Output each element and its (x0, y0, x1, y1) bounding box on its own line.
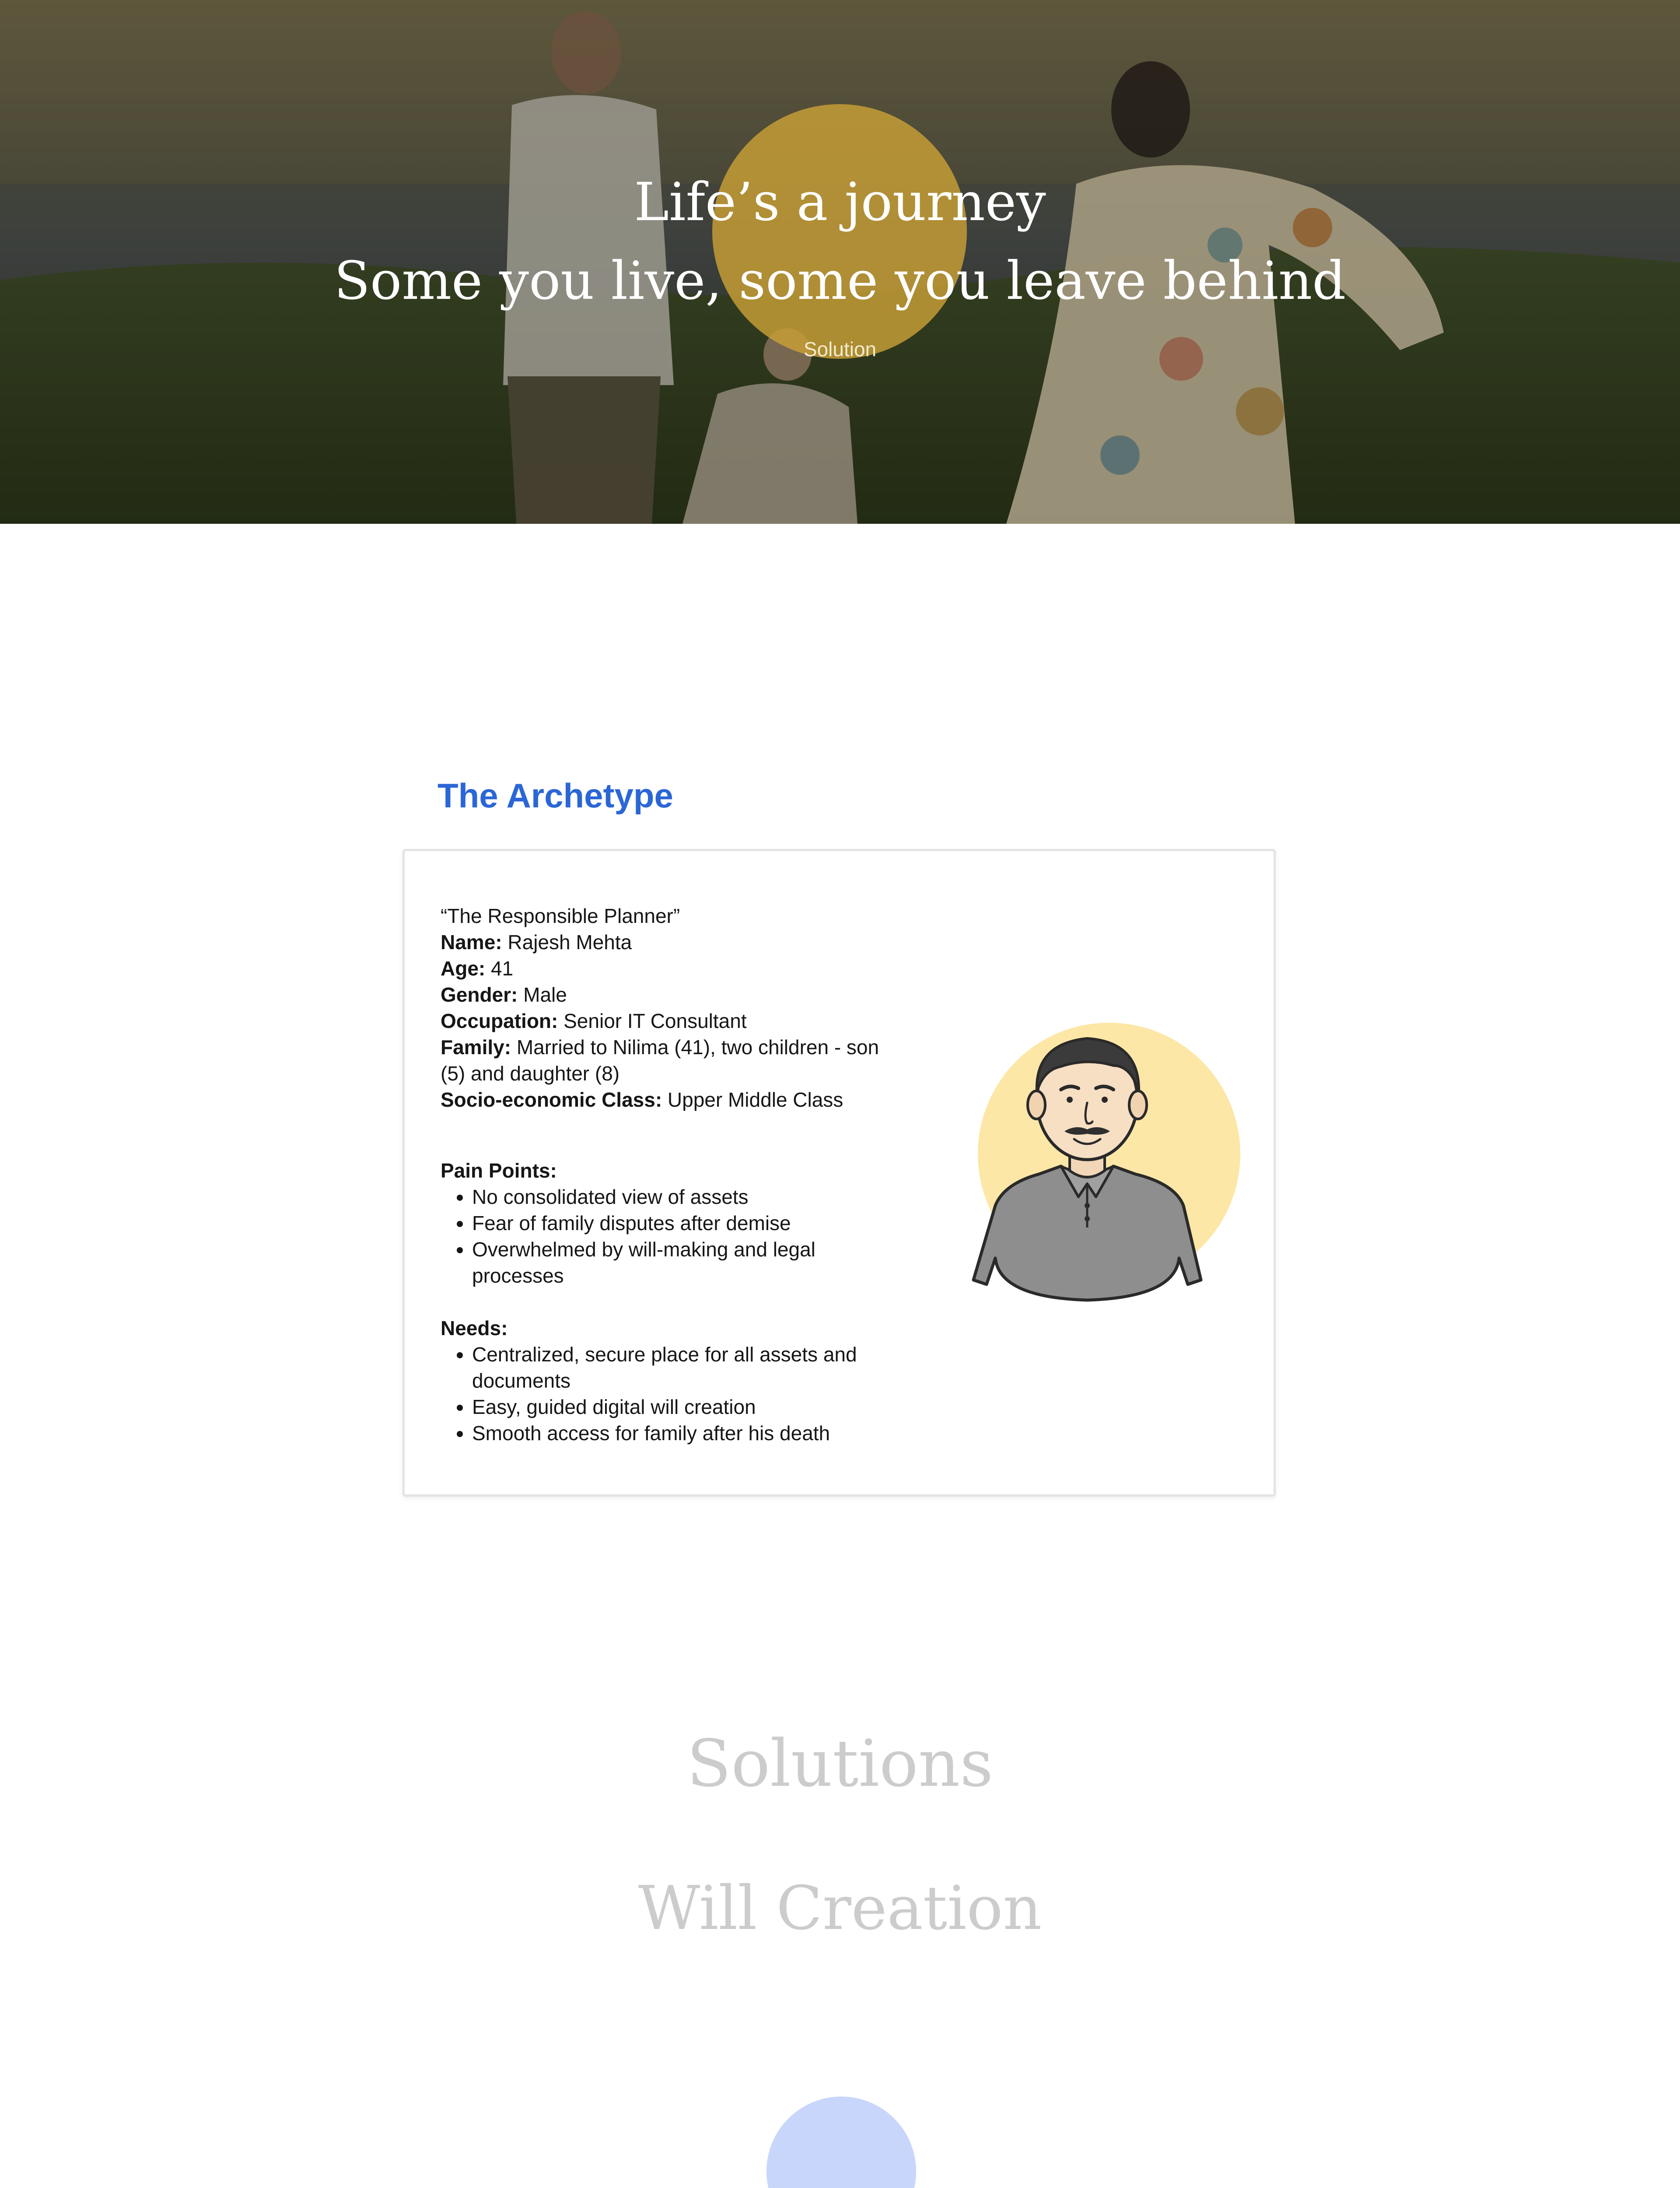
list-item: • Smooth access for family after his death (472, 1420, 896, 1446)
pain-points-heading-text: Pain Points: (441, 1159, 557, 1182)
hero-banner (0, 0, 1680, 524)
list-item: • Easy, guided digital will creation (472, 1394, 896, 1420)
spacer (441, 1113, 896, 1157)
persona-label: Occupation: (441, 1010, 558, 1032)
persona-value: Senior IT Consultant (564, 1010, 747, 1032)
needs-list (441, 1341, 896, 1446)
persona-label: Age: (441, 957, 486, 980)
hero-section-tag: Solution (803, 338, 877, 361)
needs-heading-text: Needs: (441, 1317, 508, 1339)
persona-quote: “The Responsible Planner” (441, 905, 680, 927)
persona-name-row (441, 929, 896, 955)
spacer (441, 1289, 896, 1315)
list-item: • Centralized, secure place for all assets and documents (472, 1341, 896, 1394)
persona-label: Socio-economic Class: (441, 1088, 662, 1111)
hero-title-line-1: Life’s a journey (634, 172, 1046, 233)
pain-points-list (441, 1184, 896, 1289)
persona-value: 41 (491, 957, 514, 980)
persona-value: Upper Middle Class (667, 1088, 844, 1111)
persona-value: Married to Nilima (41), two children - son (5) and daughter (8) (441, 1036, 879, 1085)
persona-gender-row (441, 982, 896, 1008)
pain-points-heading (441, 1157, 896, 1184)
persona-label: Family: (441, 1036, 511, 1059)
needs-heading (441, 1315, 896, 1341)
persona-age-row (441, 955, 896, 982)
list-item: • No consolidated view of assets (472, 1184, 896, 1210)
archetype-heading: The Archetype (438, 776, 673, 815)
will-creation-subtitle: Will Creation (638, 1873, 1042, 1943)
persona-value: Rajesh Mehta (508, 931, 632, 954)
persona-label: Name: (441, 931, 502, 954)
persona-occupation-row (441, 1008, 896, 1034)
persona-avatar-icon (930, 1000, 1245, 1315)
persona-class-row (441, 1087, 896, 1113)
list-item: • Fear of family disputes after demise (472, 1210, 896, 1236)
persona-card (402, 849, 1276, 1497)
hero-title-line-2: Some you live, some you leave behind (334, 251, 1346, 312)
list-item: • Overwhelmed by will-making and legal processes (472, 1236, 896, 1289)
persona-details (441, 903, 896, 1446)
persona-value: Male (523, 983, 567, 1006)
persona-family-row (441, 1034, 896, 1087)
persona-label: Gender: (441, 983, 518, 1006)
solutions-title: Solutions (686, 1726, 994, 1801)
introducing-accent-circle (766, 2097, 916, 2188)
